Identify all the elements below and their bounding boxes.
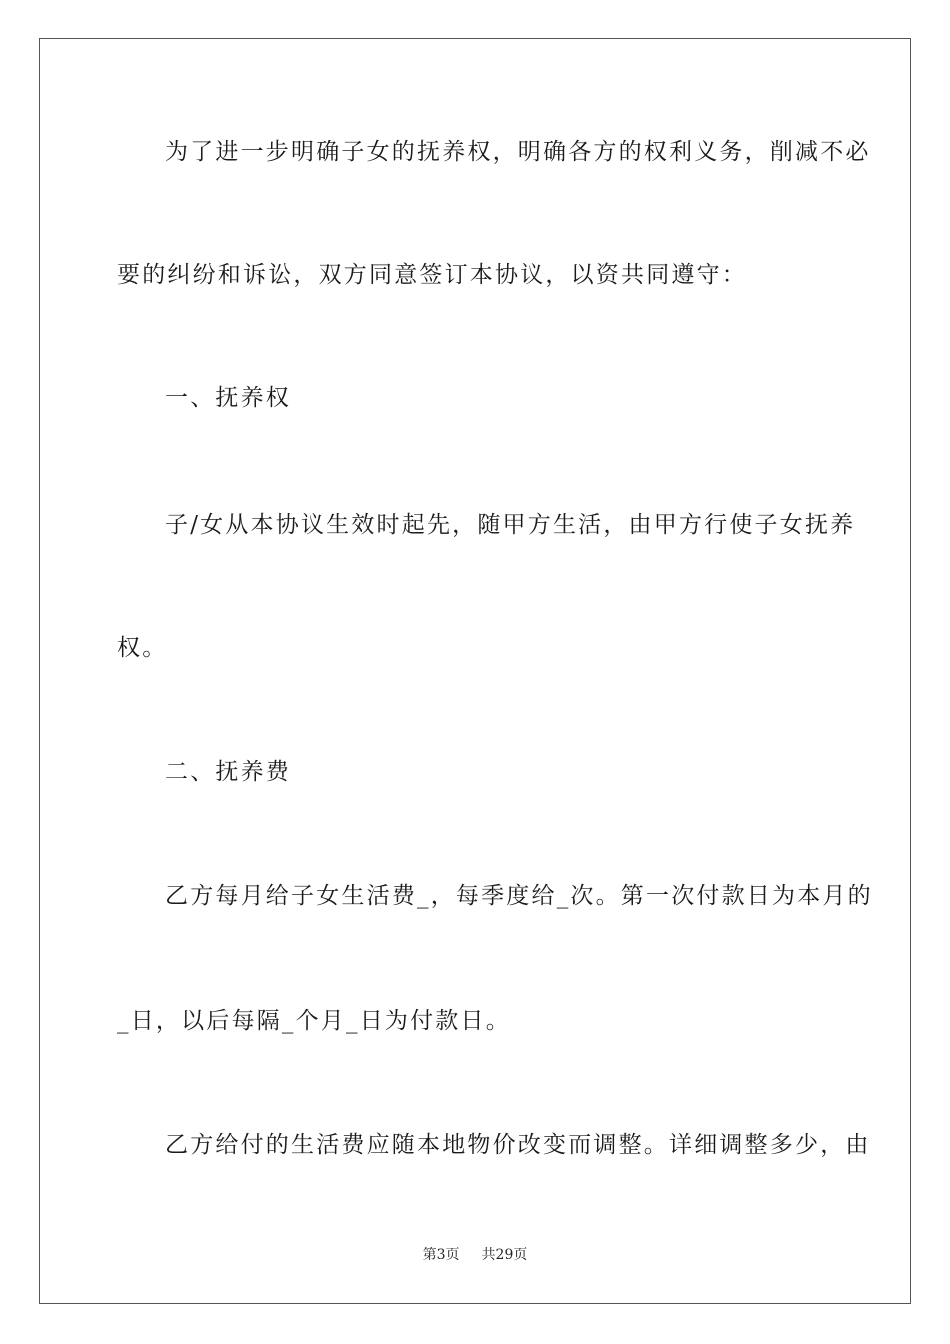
paragraph-line: 权。 <box>117 635 168 661</box>
paragraph-line: 子/女从本协议生效时起先，随甲方生活，由甲方行使子女抚养 <box>165 512 856 538</box>
paragraph-line: 为了进一步明确子女的抚养权，明确各方的权利义务，削减不必 <box>165 139 871 165</box>
paragraph-line: 乙方每月给子女生活费_，每季度给_次。第一次付款日为本月的 <box>165 883 873 909</box>
page-border <box>39 38 911 1304</box>
total-pages-label: 共29页 <box>481 1247 528 1263</box>
section-heading: 一、抚养权 <box>165 385 291 411</box>
paragraph-line: 乙方给付的生活费应随本地物价改变而调整。详细调整多少，由 <box>165 1132 871 1158</box>
page-footer <box>0 1246 950 1264</box>
paragraph-line: _日，以后每隔_个月_日为付款日。 <box>117 1008 511 1034</box>
current-page-label: 第3页 <box>422 1247 460 1263</box>
section-heading: 二、抚养费 <box>165 759 291 785</box>
paragraph-line: 要的纠纷和诉讼，双方同意签订本协议，以资共同遵守： <box>117 262 747 288</box>
